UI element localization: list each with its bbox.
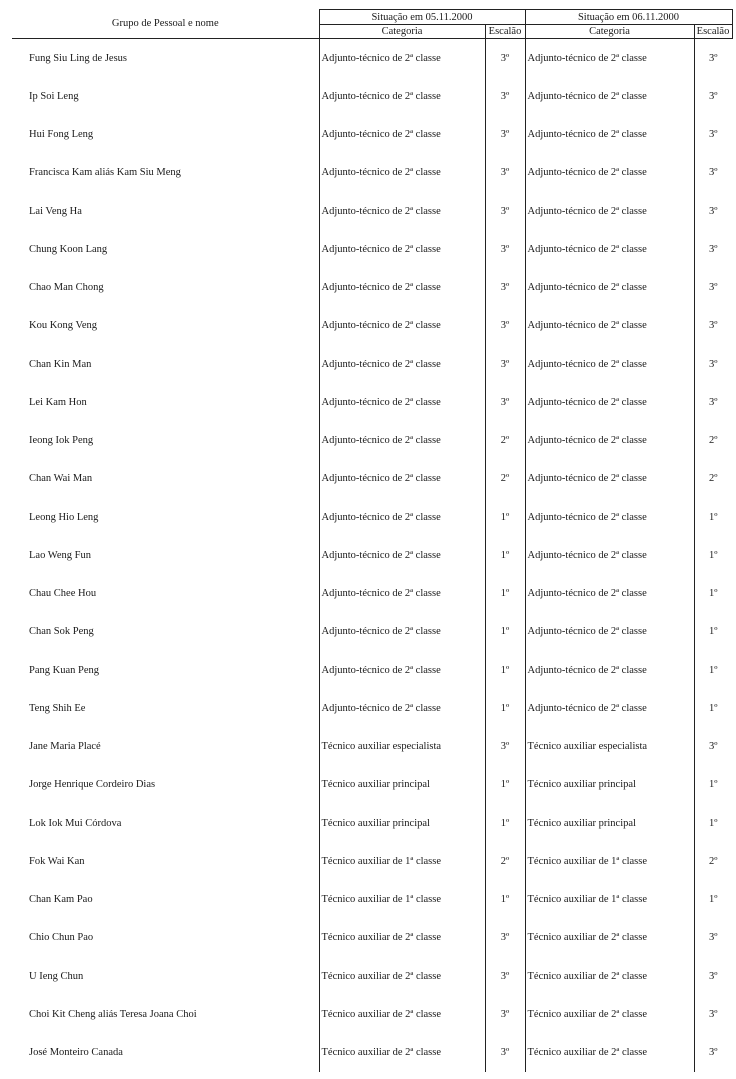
step-before: 3º <box>485 995 525 1033</box>
step-before: 1º <box>485 536 525 574</box>
step-before: 3º <box>485 77 525 115</box>
staff-name: Lei Kam Hon <box>12 383 319 421</box>
staff-name: U Ieng Chun <box>12 957 319 995</box>
staff-name: Lai Veng Ha <box>12 192 319 230</box>
table-body <box>12 39 732 1072</box>
staff-name: Hui Fong Leng <box>12 116 319 154</box>
step-before: 1º <box>485 575 525 613</box>
category-after: Técnico auxiliar de 2ª classe <box>525 919 694 957</box>
category-after: Técnico auxiliar especialista <box>525 728 694 766</box>
category-after: Adjunto-técnico de 2ª classe <box>525 154 694 192</box>
staff-name: Chan Sok Peng <box>12 613 319 651</box>
table-row <box>12 345 732 383</box>
table-row <box>12 804 732 842</box>
step-before-header: Escalão <box>485 25 525 39</box>
step-after: 3º <box>694 307 732 345</box>
staff-name: Kou Kong Veng <box>12 307 319 345</box>
staff-name: Lao Weng Fun <box>12 536 319 574</box>
table-row <box>12 154 732 192</box>
category-after: Adjunto-técnico de 2ª classe <box>525 498 694 536</box>
step-before: 3º <box>485 345 525 383</box>
category-after: Adjunto-técnico de 2ª classe <box>525 345 694 383</box>
step-before: 1º <box>485 804 525 842</box>
step-after: 1º <box>694 804 732 842</box>
category-before: Técnico auxiliar de 1ª classe <box>319 842 485 880</box>
staff-name: Fok Wai Kan <box>12 842 319 880</box>
step-before: 3º <box>485 307 525 345</box>
category-after: Adjunto-técnico de 2ª classe <box>525 613 694 651</box>
category-before: Técnico auxiliar especialista <box>319 728 485 766</box>
step-before: 2º <box>485 460 525 498</box>
category-before: Adjunto-técnico de 2ª classe <box>319 154 485 192</box>
staff-name: Ieong Iok Peng <box>12 422 319 460</box>
step-before: 1º <box>485 613 525 651</box>
category-after: Adjunto-técnico de 2ª classe <box>525 536 694 574</box>
category-after: Técnico auxiliar de 2ª classe <box>525 1034 694 1072</box>
table-row <box>12 689 732 727</box>
step-after: 1º <box>694 498 732 536</box>
table-row <box>12 77 732 115</box>
step-after: 2º <box>694 422 732 460</box>
situation-before-header: Situação em 05.11.2000 <box>319 10 525 25</box>
table-row <box>12 192 732 230</box>
staff-name: José Monteiro Canada <box>12 1034 319 1072</box>
step-after: 1º <box>694 651 732 689</box>
category-before: Adjunto-técnico de 2ª classe <box>319 39 485 78</box>
category-before: Adjunto-técnico de 2ª classe <box>319 307 485 345</box>
table-row <box>12 460 732 498</box>
table-row <box>12 307 732 345</box>
header-row <box>12 10 732 25</box>
step-before: 1º <box>485 651 525 689</box>
staff-name: Leong Hio Leng <box>12 498 319 536</box>
table-row <box>12 842 732 880</box>
table-row <box>12 766 732 804</box>
staff-name: Fung Siu Ling de Jesus <box>12 39 319 78</box>
staff-name: Lok Iok Mui Córdova <box>12 804 319 842</box>
category-after: Adjunto-técnico de 2ª classe <box>525 307 694 345</box>
table-row <box>12 919 732 957</box>
step-after: 3º <box>694 154 732 192</box>
category-after-header: Categoria <box>525 25 694 39</box>
step-after: 3º <box>694 39 732 78</box>
table-row <box>12 728 732 766</box>
staff-name: Jorge Henrique Cordeiro Dias <box>12 766 319 804</box>
category-after: Técnico auxiliar principal <box>525 804 694 842</box>
table-row <box>12 39 732 78</box>
step-after: 1º <box>694 881 732 919</box>
staff-name: Chan Kin Man <box>12 345 319 383</box>
staff-name: Chung Koon Lang <box>12 230 319 268</box>
category-before: Adjunto-técnico de 2ª classe <box>319 116 485 154</box>
step-before: 3º <box>485 919 525 957</box>
step-before: 2º <box>485 842 525 880</box>
category-before: Adjunto-técnico de 2ª classe <box>319 460 485 498</box>
step-after: 3º <box>694 957 732 995</box>
category-before: Adjunto-técnico de 2ª classe <box>319 651 485 689</box>
step-after: 3º <box>694 116 732 154</box>
category-before: Adjunto-técnico de 2ª classe <box>319 498 485 536</box>
step-after: 3º <box>694 919 732 957</box>
staff-name: Chio Chun Pao <box>12 919 319 957</box>
step-before: 1º <box>485 766 525 804</box>
staff-name: Francisca Kam aliás Kam Siu Meng <box>12 154 319 192</box>
table-row <box>12 230 732 268</box>
step-after: 1º <box>694 766 732 804</box>
step-after: 3º <box>694 995 732 1033</box>
category-before: Adjunto-técnico de 2ª classe <box>319 536 485 574</box>
table-row <box>12 613 732 651</box>
category-after: Adjunto-técnico de 2ª classe <box>525 422 694 460</box>
category-before: Adjunto-técnico de 2ª classe <box>319 192 485 230</box>
step-before: 3º <box>485 957 525 995</box>
table-row <box>12 575 732 613</box>
table-row <box>12 116 732 154</box>
category-after: Adjunto-técnico de 2ª classe <box>525 192 694 230</box>
category-after: Adjunto-técnico de 2ª classe <box>525 689 694 727</box>
category-before: Técnico auxiliar de 2ª classe <box>319 957 485 995</box>
step-after: 1º <box>694 575 732 613</box>
category-before: Técnico auxiliar principal <box>319 804 485 842</box>
step-before: 3º <box>485 1034 525 1072</box>
situation-after-header: Situação em 06.11.2000 <box>525 10 732 25</box>
category-before: Adjunto-técnico de 2ª classe <box>319 230 485 268</box>
category-after: Adjunto-técnico de 2ª classe <box>525 116 694 154</box>
category-after: Adjunto-técnico de 2ª classe <box>525 575 694 613</box>
category-after: Adjunto-técnico de 2ª classe <box>525 460 694 498</box>
step-before: 3º <box>485 192 525 230</box>
step-before: 3º <box>485 269 525 307</box>
category-after: Técnico auxiliar de 1ª classe <box>525 881 694 919</box>
table-row <box>12 881 732 919</box>
staff-name: Choi Kit Cheng aliás Teresa Joana Choi <box>12 995 319 1033</box>
staff-situation-table <box>12 9 733 1072</box>
category-before: Adjunto-técnico de 2ª classe <box>319 345 485 383</box>
step-after: 3º <box>694 192 732 230</box>
table-row <box>12 536 732 574</box>
category-after: Técnico auxiliar principal <box>525 766 694 804</box>
step-before: 1º <box>485 689 525 727</box>
step-after: 1º <box>694 613 732 651</box>
category-before: Técnico auxiliar de 2ª classe <box>319 919 485 957</box>
step-before: 3º <box>485 154 525 192</box>
step-before: 2º <box>485 422 525 460</box>
category-before: Adjunto-técnico de 2ª classe <box>319 77 485 115</box>
table-row <box>12 422 732 460</box>
category-after: Adjunto-técnico de 2ª classe <box>525 269 694 307</box>
group-name-header: Grupo de Pessoal e nome <box>12 10 319 39</box>
category-before-header: Categoria <box>319 25 485 39</box>
staff-name: Chau Chee Hou <box>12 575 319 613</box>
category-before: Técnico auxiliar de 2ª classe <box>319 995 485 1033</box>
step-before: 3º <box>485 116 525 154</box>
step-after: 2º <box>694 460 732 498</box>
staff-name: Chao Man Chong <box>12 269 319 307</box>
category-before: Adjunto-técnico de 2ª classe <box>319 269 485 307</box>
category-after: Técnico auxiliar de 1ª classe <box>525 842 694 880</box>
table-row <box>12 383 732 421</box>
category-after: Adjunto-técnico de 2ª classe <box>525 651 694 689</box>
staff-name: Pang Kuan Peng <box>12 651 319 689</box>
step-after: 3º <box>694 728 732 766</box>
category-after: Técnico auxiliar de 2ª classe <box>525 957 694 995</box>
step-after: 3º <box>694 1034 732 1072</box>
category-before: Adjunto-técnico de 2ª classe <box>319 422 485 460</box>
category-after: Adjunto-técnico de 2ª classe <box>525 77 694 115</box>
table-row <box>12 957 732 995</box>
staff-name: Teng Shih Ee <box>12 689 319 727</box>
table-row <box>12 269 732 307</box>
step-before: 3º <box>485 728 525 766</box>
staff-name: Chan Wai Man <box>12 460 319 498</box>
step-after: 3º <box>694 77 732 115</box>
step-after: 3º <box>694 345 732 383</box>
category-after: Técnico auxiliar de 2ª classe <box>525 995 694 1033</box>
category-after: Adjunto-técnico de 2ª classe <box>525 39 694 78</box>
category-before: Adjunto-técnico de 2ª classe <box>319 383 485 421</box>
step-after: 3º <box>694 230 732 268</box>
category-after: Adjunto-técnico de 2ª classe <box>525 230 694 268</box>
category-after: Adjunto-técnico de 2ª classe <box>525 383 694 421</box>
category-before: Técnico auxiliar de 2ª classe <box>319 1034 485 1072</box>
staff-name: Ip Soi Leng <box>12 77 319 115</box>
table-row <box>12 1034 732 1072</box>
step-after: 2º <box>694 842 732 880</box>
step-after-header: Escalão <box>694 25 732 39</box>
step-after: 1º <box>694 689 732 727</box>
step-before: 3º <box>485 39 525 78</box>
category-before: Técnico auxiliar de 1ª classe <box>319 881 485 919</box>
step-before: 1º <box>485 881 525 919</box>
step-before: 3º <box>485 383 525 421</box>
step-after: 1º <box>694 536 732 574</box>
step-after: 3º <box>694 269 732 307</box>
staff-name: Jane Maria Placé <box>12 728 319 766</box>
step-after: 3º <box>694 383 732 421</box>
step-before: 1º <box>485 498 525 536</box>
category-before: Adjunto-técnico de 2ª classe <box>319 689 485 727</box>
table-row <box>12 651 732 689</box>
category-before: Adjunto-técnico de 2ª classe <box>319 575 485 613</box>
category-before: Adjunto-técnico de 2ª classe <box>319 613 485 651</box>
table-row <box>12 498 732 536</box>
category-before: Técnico auxiliar principal <box>319 766 485 804</box>
table-row <box>12 995 732 1033</box>
step-before: 3º <box>485 230 525 268</box>
staff-name: Chan Kam Pao <box>12 881 319 919</box>
